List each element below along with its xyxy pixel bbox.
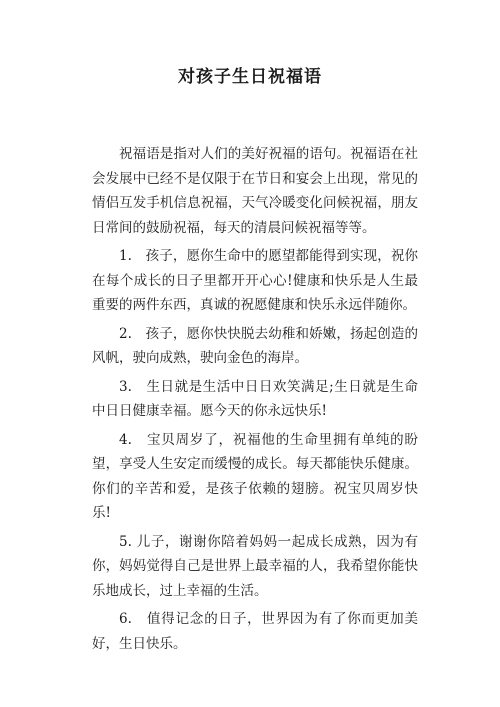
blessing-paragraph-5: 5. 儿子，谢谢你陪着妈妈一起成长成熟，因为有你，妈妈觉得自己是世界上最幸福的人，我希望你能快乐地成长，过上幸福的生活。 <box>92 533 418 599</box>
blessing-paragraph-1: 1. 孩子，愿你生命中的愿望都能得到实现，祝你在每个成长的日子里都开开心心!健康和快乐是人生最重要的两件东西，真诚的祝愿健康和快乐永远伴随你。 <box>92 248 418 313</box>
document-body <box>92 142 418 660</box>
blessing-paragraph-3: 3. 生日就是生活中日日欢笑满足;生日就是生命中日日健康幸福。愿今天的你永远快乐! <box>92 378 418 419</box>
intro-paragraph: 祝福语是指对人们的美好祝福的语句。祝福语在社会发展中已经不是仅限于在节日和宴会上出现，常见的情侣互发手机信息祝福，天气冷暖变化问候祝福，朋友日常间的鼓励祝福，每天的清晨问候祝福等等。 <box>92 146 418 236</box>
page-title: 对孩子生日祝福语 <box>178 67 322 87</box>
blessing-paragraph-2: 2. 孩子，愿你快快脱去幼稚和娇嫩，扬起创造的风帆，驶向成熟，驶向金色的海岸。 <box>92 325 418 366</box>
blessing-paragraph-4: 4. 宝贝周岁了，祝福他的生命里拥有单纯的盼望，享受人生安定而缓慢的成长。每天都能快乐健康。你们的辛苦和爱，是孩子依赖的翅膀。祝宝贝周岁快乐! <box>92 431 418 521</box>
blessing-paragraph-6: 6. 值得记念的日子，世界因为有了你而更加美好，生日快乐。 <box>92 611 418 652</box>
